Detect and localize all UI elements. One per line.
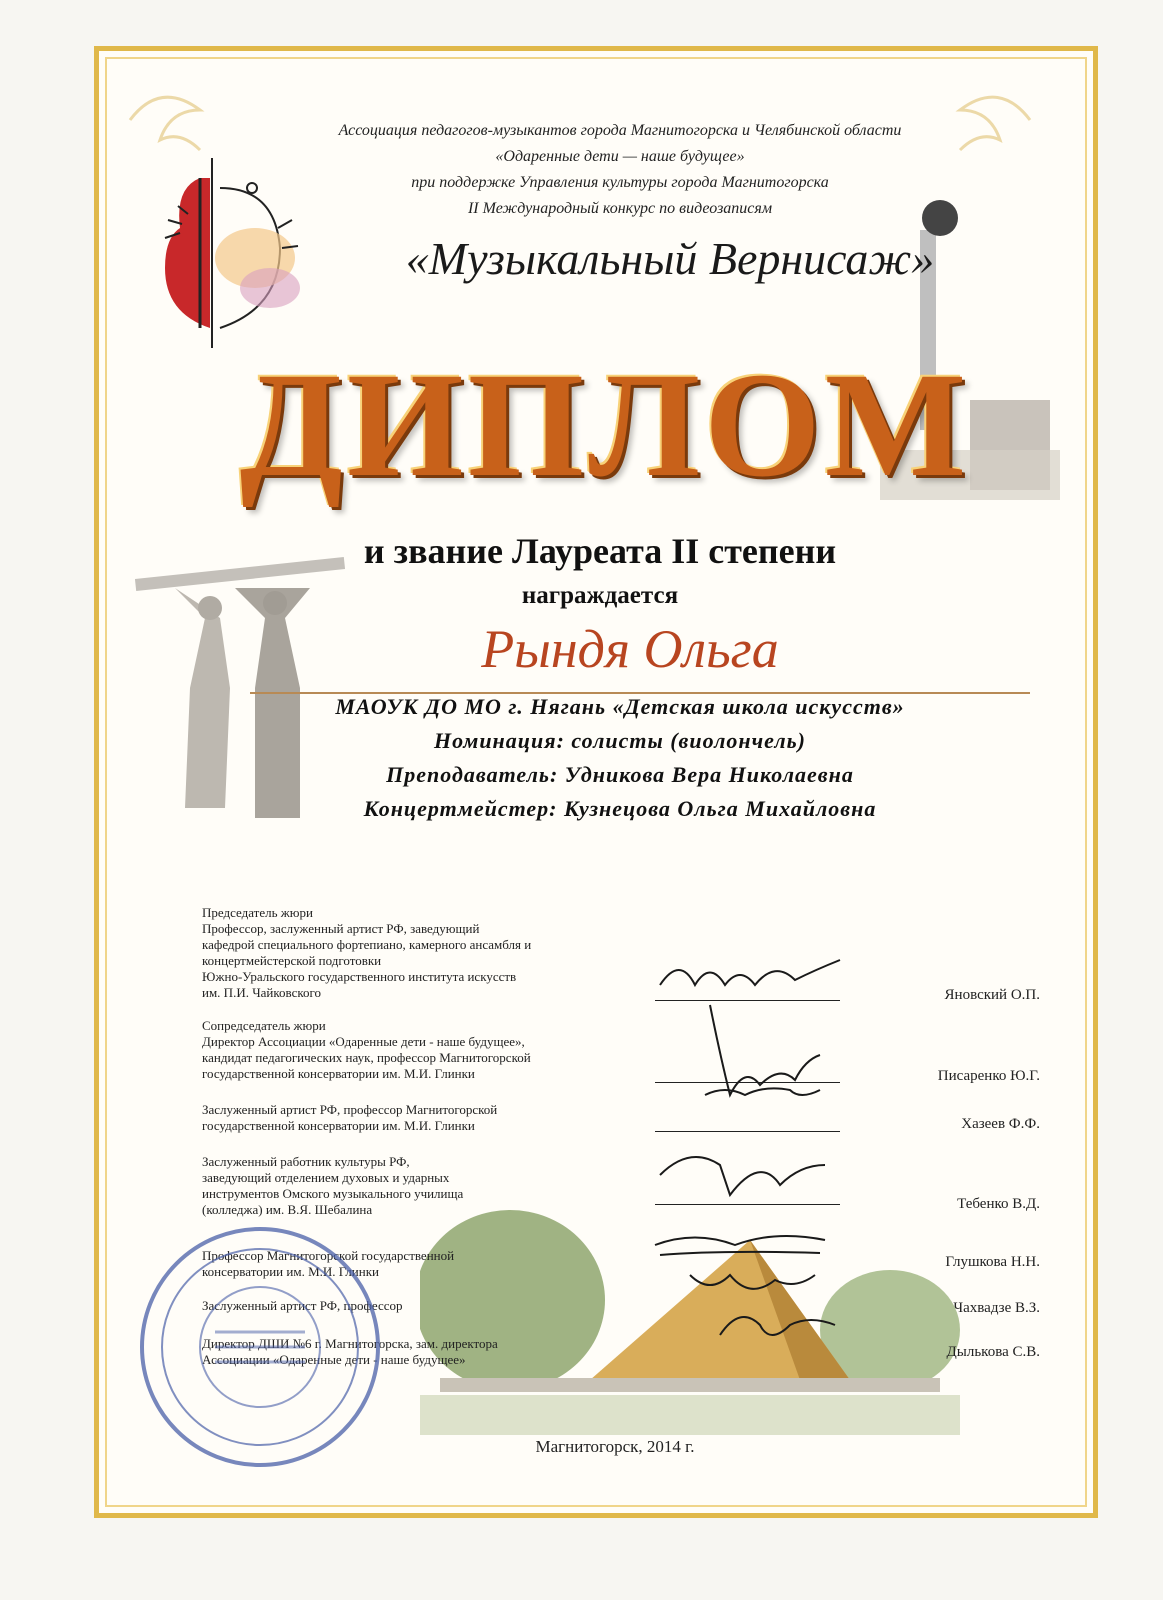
jury-line: государственной консерватории им. М.И. Глинки [202, 1066, 475, 1081]
jury-line: кандидат педагогических наук, профессор Магнитогорской [202, 1050, 531, 1065]
jury-line: Директор Ассоциации «Одаренные дети - наше будущее», [202, 1034, 525, 1049]
jury-line: Профессор, заслуженный артист РФ, заведующий [202, 921, 480, 936]
jury-line: Директор ДШИ №6 г. Магнитогорска, зам. директора [202, 1336, 498, 1351]
jury-line: Ассоциации «Одаренные дети - наше будущее» [202, 1352, 466, 1367]
jury-line: Председатель жюри [202, 905, 313, 920]
contest-title: «Музыкальный Вернисаж» [405, 233, 935, 284]
recipient-name: Рындя Ольга [481, 619, 779, 679]
jury-line: государственной консерватории им. М.И. Глинки [202, 1118, 475, 1133]
jury-line: Сопредседатель жюри [202, 1018, 326, 1033]
jury-name: Тебенко В.Д. [957, 1196, 1040, 1212]
jury-name: Глушкова Н.Н. [945, 1254, 1040, 1270]
accompanist-line: Концертмейстер: Кузнецова Ольга Михайловна [363, 796, 877, 821]
jury-line: заведующий отделением духовых и ударных [202, 1170, 450, 1185]
awarded-label: награждается [521, 582, 679, 609]
header-line-1: Ассоциация педагогов-музыкантов города Магнитогорска и Челябинской области [338, 122, 902, 139]
header-line-2: «Одаренные дети — наше будущее» [495, 148, 745, 165]
jury-name: Хазеев Ф.Ф. [961, 1116, 1040, 1132]
jury-name: Чахвадзе В.З. [953, 1300, 1040, 1316]
jury-member-description [202, 1102, 622, 1134]
header-line-3: при поддержке Управления культуры города Магнитогорска [411, 174, 829, 191]
nomination-line: Номинация: солисты (виолончель) [433, 728, 807, 753]
round-stamp-icon [135, 1222, 385, 1472]
jury-line: Профессор Магнитогорской государственной [202, 1248, 455, 1263]
jury-cochair-description [202, 1018, 622, 1082]
footer-place-date: Магнитогорск, 2014 г. [535, 1437, 695, 1456]
jury-line: Заслуженный артист РФ, профессор Магнитогорской [202, 1102, 498, 1117]
jury-line: Заслуженный работник культуры РФ, [202, 1154, 410, 1169]
jury-line: концертмейстерской подготовки [202, 953, 382, 968]
jury-signatures [650, 945, 850, 1365]
jury-line: инструментов Омского музыкального училища [202, 1186, 464, 1201]
jury-chair-description [202, 905, 622, 1001]
jury-line: Заслуженный артист РФ, профессор [202, 1298, 403, 1313]
jury-line: консерватории им. М.И. Глинки [202, 1264, 379, 1279]
teacher-line: Преподаватель: Удникова Вера Николаевна [386, 762, 854, 787]
jury-name: Писаренко Ю.Г. [937, 1068, 1040, 1084]
jury-line: (колледжа) им. В.Я. Шебалина [202, 1202, 373, 1217]
jury-line: кафедрой специального фортепиано, камерного ансамбля и [202, 937, 532, 952]
jury-name: Яновский О.П. [944, 987, 1040, 1003]
jury-line: Южно-Уральского государственного института искусств [202, 969, 517, 984]
jury-member-description [202, 1154, 622, 1218]
school-line: МАОУК ДО МО г. Нягань «Детская школа искусств» [335, 694, 905, 719]
diploma-heading: ДИПЛОМ [239, 342, 971, 508]
header-line-4: II Международный конкурс по видеозаписям [467, 200, 773, 217]
award-title: и звание Лауреата II степени [363, 531, 837, 571]
jury-name: Дылькова С.В. [946, 1344, 1040, 1360]
jury-line: им. П.И. Чайковского [202, 985, 322, 1000]
